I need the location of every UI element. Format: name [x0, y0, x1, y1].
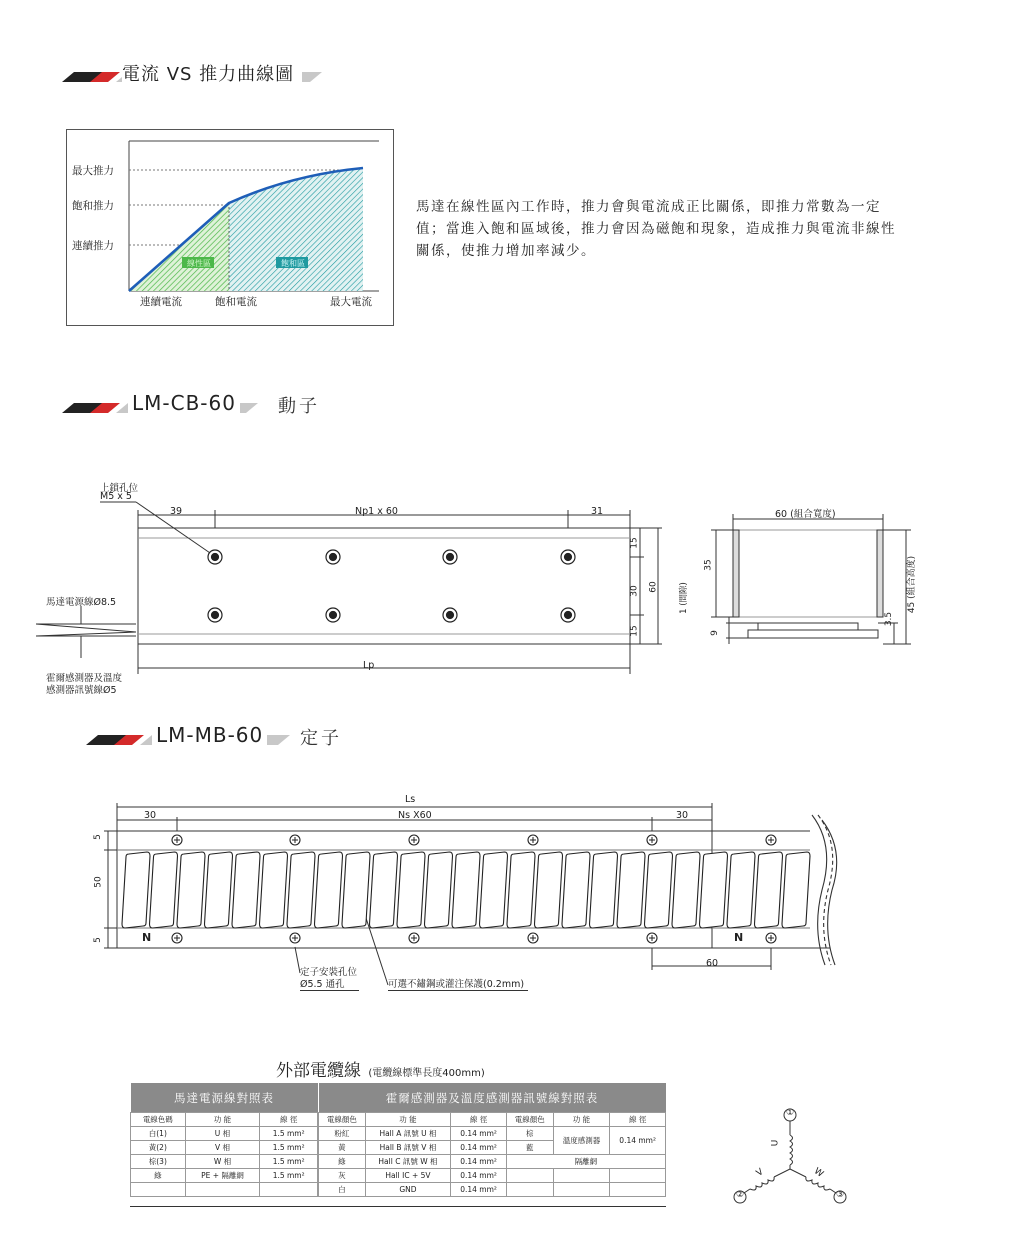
stator-dim-ls: Ls — [405, 794, 416, 805]
side-gap-label: 1 (間隙) — [678, 582, 689, 614]
hall-header-4: 功 能 — [553, 1113, 610, 1127]
cable-title: 外部電纜線 — [276, 1061, 361, 1081]
stator-magnet — [562, 852, 590, 928]
cell: 棕(3) — [131, 1155, 186, 1169]
stator-hole-label-1: 定子安裝孔位 — [300, 967, 358, 978]
hall-header-2: 線 徑 — [451, 1113, 507, 1127]
stator-magnet — [700, 852, 728, 928]
stator-magnet — [590, 852, 618, 928]
hall-header-1: 功 能 — [365, 1113, 451, 1127]
cell — [506, 1183, 553, 1197]
table-row — [131, 1141, 318, 1155]
mover-hall-cable-label-1: 霍爾感測器及溫度 — [46, 673, 123, 684]
stator-magnet — [150, 852, 178, 928]
stator-drawing — [90, 795, 850, 995]
stator-dim-5b: 5 — [92, 937, 103, 943]
mover-dim-60: 60 — [648, 581, 659, 593]
stator-magnet — [177, 852, 205, 928]
cell: 0.14 mm² — [451, 1141, 507, 1155]
cell — [553, 1169, 610, 1183]
stator-magnet — [425, 852, 453, 928]
section-subtitle-stator: 定子 — [300, 728, 342, 749]
hall-header-0: 電線顏色 — [319, 1113, 366, 1127]
stator-magnet — [260, 852, 288, 928]
cell: 0.14 mm² — [451, 1155, 507, 1169]
cell: 黃(2) — [131, 1141, 186, 1155]
cell: 1.5 mm² — [260, 1155, 318, 1169]
side-width-label: 60 (組合寬度) — [775, 509, 836, 520]
mover-hole-label: 上鎖孔位 — [100, 483, 139, 494]
stator-magnet — [535, 852, 563, 928]
y-label-max-force: 最大推力 — [72, 165, 114, 177]
phase-u-label: U — [770, 1139, 781, 1147]
cell: 0.14 mm² — [610, 1127, 666, 1155]
description-paragraph: 馬達在線性區內工作時，推力會與電流成正比關係，即推力常數為一定值；當進入飽和區域後，推力會因為磁飽和現象，造成推力與電流非線性關係，使推力增加率減少。 — [416, 199, 896, 259]
cell — [506, 1169, 553, 1183]
cell: 白(1) — [131, 1127, 186, 1141]
cell: PE + 隔離網 — [185, 1169, 260, 1183]
stator-magnet — [507, 852, 535, 928]
cell: 綠 — [131, 1169, 186, 1183]
cell: 1.5 mm² — [260, 1169, 318, 1183]
stator-magnet — [342, 852, 370, 928]
hall-header-3: 電線顏色 — [506, 1113, 553, 1127]
stator-magnet — [397, 852, 425, 928]
stator-magnet — [452, 852, 480, 928]
table-row — [131, 1127, 318, 1141]
mover-dim-39: 39 — [170, 506, 183, 517]
cell: Hall B 訊號 V 相 — [365, 1141, 451, 1155]
stator-dim-30b: 30 — [676, 810, 689, 821]
cell: Hall IC + 5V — [365, 1169, 451, 1183]
phase-v-label: V — [754, 1167, 766, 1179]
mover-dim-np: Np1 x 60 — [355, 506, 398, 517]
side-dim-35: 35 — [703, 559, 714, 571]
stator-protect-label: 可選不鏽鋼或灌注保護(0.2mm) — [388, 976, 528, 991]
terminal-2-label: ② — [735, 1190, 745, 1200]
phase-w-label: W — [811, 1166, 825, 1180]
side-height-label: 45 (組合高度) — [907, 555, 918, 614]
cell — [131, 1183, 186, 1197]
stator-magnet — [727, 852, 755, 928]
cell: Hall A 訊號 U 相 — [365, 1127, 451, 1141]
cell — [610, 1183, 666, 1197]
cell — [260, 1183, 318, 1197]
stator-dim-5a: 5 — [92, 834, 103, 840]
side-dim-9: 9 — [709, 630, 720, 636]
stator-hole-label-2: Ø5.5 通孔 — [300, 976, 359, 991]
table-row — [319, 1127, 666, 1141]
mover-hall-cable-label-2: 感測器訊號線Ø5 — [46, 685, 117, 696]
table-row — [319, 1155, 666, 1169]
cell: 棕 — [506, 1127, 553, 1141]
zone-label-linear: 線性區 — [187, 259, 211, 268]
stator-magnet — [232, 852, 260, 928]
cell: 黃 — [319, 1141, 366, 1155]
cell: 綠 — [319, 1155, 366, 1169]
cell: 0.14 mm² — [451, 1183, 507, 1197]
stator-dim-60: 60 — [706, 958, 719, 969]
stator-magnet — [480, 852, 508, 928]
cell — [553, 1183, 610, 1197]
wye-wiring-diagram — [730, 1105, 850, 1205]
power-header-function: 功 能 — [185, 1113, 260, 1127]
stator-magnet — [617, 852, 645, 928]
section-title-lm-cb-60: LM-CB-60 — [128, 391, 240, 415]
cell: 粉紅 — [319, 1127, 366, 1141]
stator-magnet — [287, 852, 315, 928]
stator-magnet — [755, 852, 783, 928]
cell: 1.5 mm² — [260, 1141, 318, 1155]
stator-dim-50: 50 — [93, 876, 104, 888]
section-subtitle-mover: 動子 — [278, 396, 320, 417]
power-table-title: 馬達電源線對照表 — [131, 1083, 318, 1113]
side-dim-3-5: 3.5 — [884, 611, 895, 627]
hall-cable-table — [318, 1083, 666, 1197]
cell: 溫度感測器 — [553, 1127, 610, 1155]
mover-dim-30: 30 — [629, 585, 640, 597]
cell: GND — [365, 1183, 451, 1197]
cell: 0.14 mm² — [451, 1127, 507, 1141]
cell: 藍 — [506, 1141, 553, 1155]
mover-power-cable-label: 馬達電源線Ø8.5 — [46, 597, 117, 608]
table-row — [319, 1169, 666, 1183]
table-bottom-rule — [130, 1206, 666, 1207]
hall-header-5: 線 徑 — [610, 1113, 666, 1127]
power-header-diameter: 線 徑 — [260, 1113, 318, 1127]
cell: 1.5 mm² — [260, 1127, 318, 1141]
mover-hole-size: M5 x 5 — [100, 491, 132, 502]
section-title-lm-mb-60: LM-MB-60 — [152, 723, 267, 747]
stator-dim-30a: 30 — [144, 810, 157, 821]
cable-note: (電纜線標準長度400mm) — [368, 1068, 485, 1079]
stator-pole-n: N — [142, 931, 152, 944]
table-row — [131, 1183, 318, 1197]
stator-dim-ns: Ns X60 — [398, 810, 432, 821]
stator-magnet — [782, 852, 810, 928]
stator-pole-n2: N — [734, 931, 744, 944]
x-label-continuous-current: 連續電流 — [140, 296, 182, 308]
mover-dim-15b: 15 — [629, 625, 640, 637]
terminal-3-label: ③ — [835, 1190, 845, 1200]
cell: W 相 — [185, 1155, 260, 1169]
cell: 0.14 mm² — [451, 1169, 507, 1183]
cell: 灰 — [319, 1169, 366, 1183]
power-cable-table — [130, 1083, 318, 1197]
stator-magnet — [205, 852, 233, 928]
terminal-1-label: ① — [785, 1108, 795, 1118]
mover-dim-15a: 15 — [629, 537, 640, 549]
y-label-continuous-force: 連續推力 — [72, 240, 114, 252]
stator-magnet — [315, 852, 343, 928]
cell: U 相 — [185, 1127, 260, 1141]
section-title-current-force: 電流 VS 推力曲線圖 — [122, 60, 302, 86]
cell: V 相 — [185, 1141, 260, 1155]
cell: 隔離網 — [506, 1155, 665, 1169]
cell: Hall C 訊號 W 相 — [365, 1155, 451, 1169]
hall-table-title: 霍爾感測器及溫度感測器訊號線對照表 — [319, 1083, 666, 1113]
stator-magnet — [672, 852, 700, 928]
x-label-max-current: 最大電流 — [330, 296, 372, 308]
cell — [185, 1183, 260, 1197]
table-row — [319, 1183, 666, 1197]
zone-label-saturation: 飽和區 — [281, 259, 305, 268]
y-label-saturation-force: 飽和推力 — [72, 200, 114, 212]
cable-section-title — [276, 1056, 485, 1081]
stator-magnet — [122, 852, 150, 928]
table-row — [131, 1169, 318, 1183]
x-label-saturation-current: 飽和電流 — [215, 296, 257, 308]
cell — [610, 1169, 666, 1183]
cell: 白 — [319, 1183, 366, 1197]
power-header-color: 電線色碼 — [131, 1113, 186, 1127]
stator-magnet — [645, 852, 673, 928]
stator-magnet — [370, 852, 398, 928]
mover-dim-lp: Lp — [363, 660, 375, 671]
table-row — [131, 1155, 318, 1169]
mover-dim-31: 31 — [591, 506, 604, 517]
